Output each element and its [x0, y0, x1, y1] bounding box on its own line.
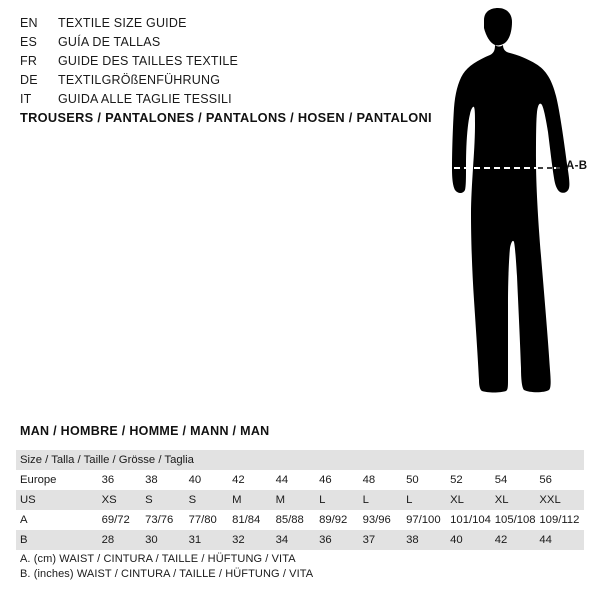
language-row [20, 33, 420, 52]
row-label: A [20, 514, 28, 526]
table-cell: XS [102, 490, 146, 510]
table-cell: XL [450, 490, 495, 510]
table-cell: S [145, 490, 189, 510]
table-cell: 50 [406, 474, 419, 486]
language-text: TEXTILGRÖßENFÜHRUNG [58, 73, 221, 87]
table-cell: 36 [101, 474, 115, 486]
table-cell: 40 [450, 530, 495, 550]
language-text: GUIDA ALLE TAGLIE TESSILI [58, 92, 232, 106]
table-cell: 109/112 [539, 514, 580, 526]
table-row [16, 470, 584, 490]
size-table [16, 450, 584, 550]
language-row [20, 52, 420, 71]
table-cell: 30 [145, 530, 189, 550]
language-text: GUIDE DES TAILLES TEXTILE [58, 54, 239, 68]
figure-illustration [418, 8, 593, 408]
footnote-a: A. (cm) WAIST / CINTURA / TAILLE / HÜFTUNG / VITA [20, 553, 296, 565]
table-cell: 44 [275, 474, 289, 486]
table-cell: L [406, 490, 450, 510]
table-cell: 56 [539, 474, 552, 486]
table-cell: 105/108 [494, 514, 536, 526]
table-cell: 34 [276, 530, 320, 550]
language-code: DE [20, 73, 38, 87]
row-label: Europe [20, 474, 57, 486]
language-code: EN [20, 16, 38, 30]
language-code: FR [20, 54, 38, 68]
table-cell: 40 [188, 474, 202, 486]
table-cell: 37 [363, 530, 407, 550]
language-text: GUÍA DE TALLAS [58, 35, 161, 49]
table-title: MAN / HOMBRE / HOMME / MANN / MAN [20, 424, 270, 438]
table-cell: 89/92 [319, 514, 348, 526]
table-cell: 77/80 [188, 514, 217, 526]
table-cell: 69/72 [101, 514, 130, 526]
language-row [20, 90, 420, 109]
language-text: TEXTILE SIZE GUIDE [58, 16, 187, 30]
table-cell: 81/84 [232, 514, 261, 526]
language-row [20, 14, 420, 33]
table-cell: 38 [145, 474, 158, 486]
table-cell: 101/104 [450, 514, 491, 526]
table-cell: 97/100 [406, 514, 441, 526]
table-cell: 73/76 [145, 514, 174, 526]
table-cell: 44 [539, 530, 584, 550]
table-cell: 32 [232, 530, 276, 550]
table-cell: 93/96 [362, 514, 391, 526]
table-row [16, 490, 584, 510]
language-header-block [20, 14, 420, 109]
table-row [16, 450, 584, 470]
row-label: B [16, 530, 102, 550]
table-cell: 42 [495, 530, 540, 550]
table-row [16, 530, 584, 550]
table-cell: XL [495, 490, 540, 510]
table-cell: 36 [319, 530, 363, 550]
table-cell: 42 [232, 474, 245, 486]
row-label: US [16, 490, 102, 510]
table-cell: M [276, 490, 320, 510]
table-cell: 85/88 [275, 514, 304, 526]
garment-type-heading: TROUSERS / PANTALONES / PANTALONS / HOSEN / PANTALONI [20, 110, 432, 125]
table-cell: L [319, 490, 363, 510]
table-cell: S [189, 490, 233, 510]
table-cell: 31 [189, 530, 233, 550]
table-cell: 52 [450, 474, 463, 486]
language-code: IT [20, 92, 32, 106]
table-cell: 28 [102, 530, 146, 550]
table-cell: M [232, 490, 276, 510]
table-cell: L [363, 490, 407, 510]
language-code: ES [20, 35, 38, 49]
size-header-label: Size / Talla / Taille / Grösse / Taglia [16, 450, 584, 470]
table-cell: 48 [362, 474, 376, 486]
table-row [16, 510, 584, 530]
measurement-label-ab: A-B [566, 160, 588, 172]
table-cell: 38 [406, 530, 450, 550]
man-silhouette-icon [418, 8, 593, 408]
language-row [20, 71, 420, 90]
footnote-b: B. (inches) WAIST / CINTURA / TAILLE / HÜFTUNG / VITA [20, 568, 314, 580]
table-cell: 46 [319, 474, 332, 486]
footnotes [20, 552, 313, 582]
table-cell: 54 [494, 474, 508, 486]
table-cell: XXL [539, 490, 584, 510]
